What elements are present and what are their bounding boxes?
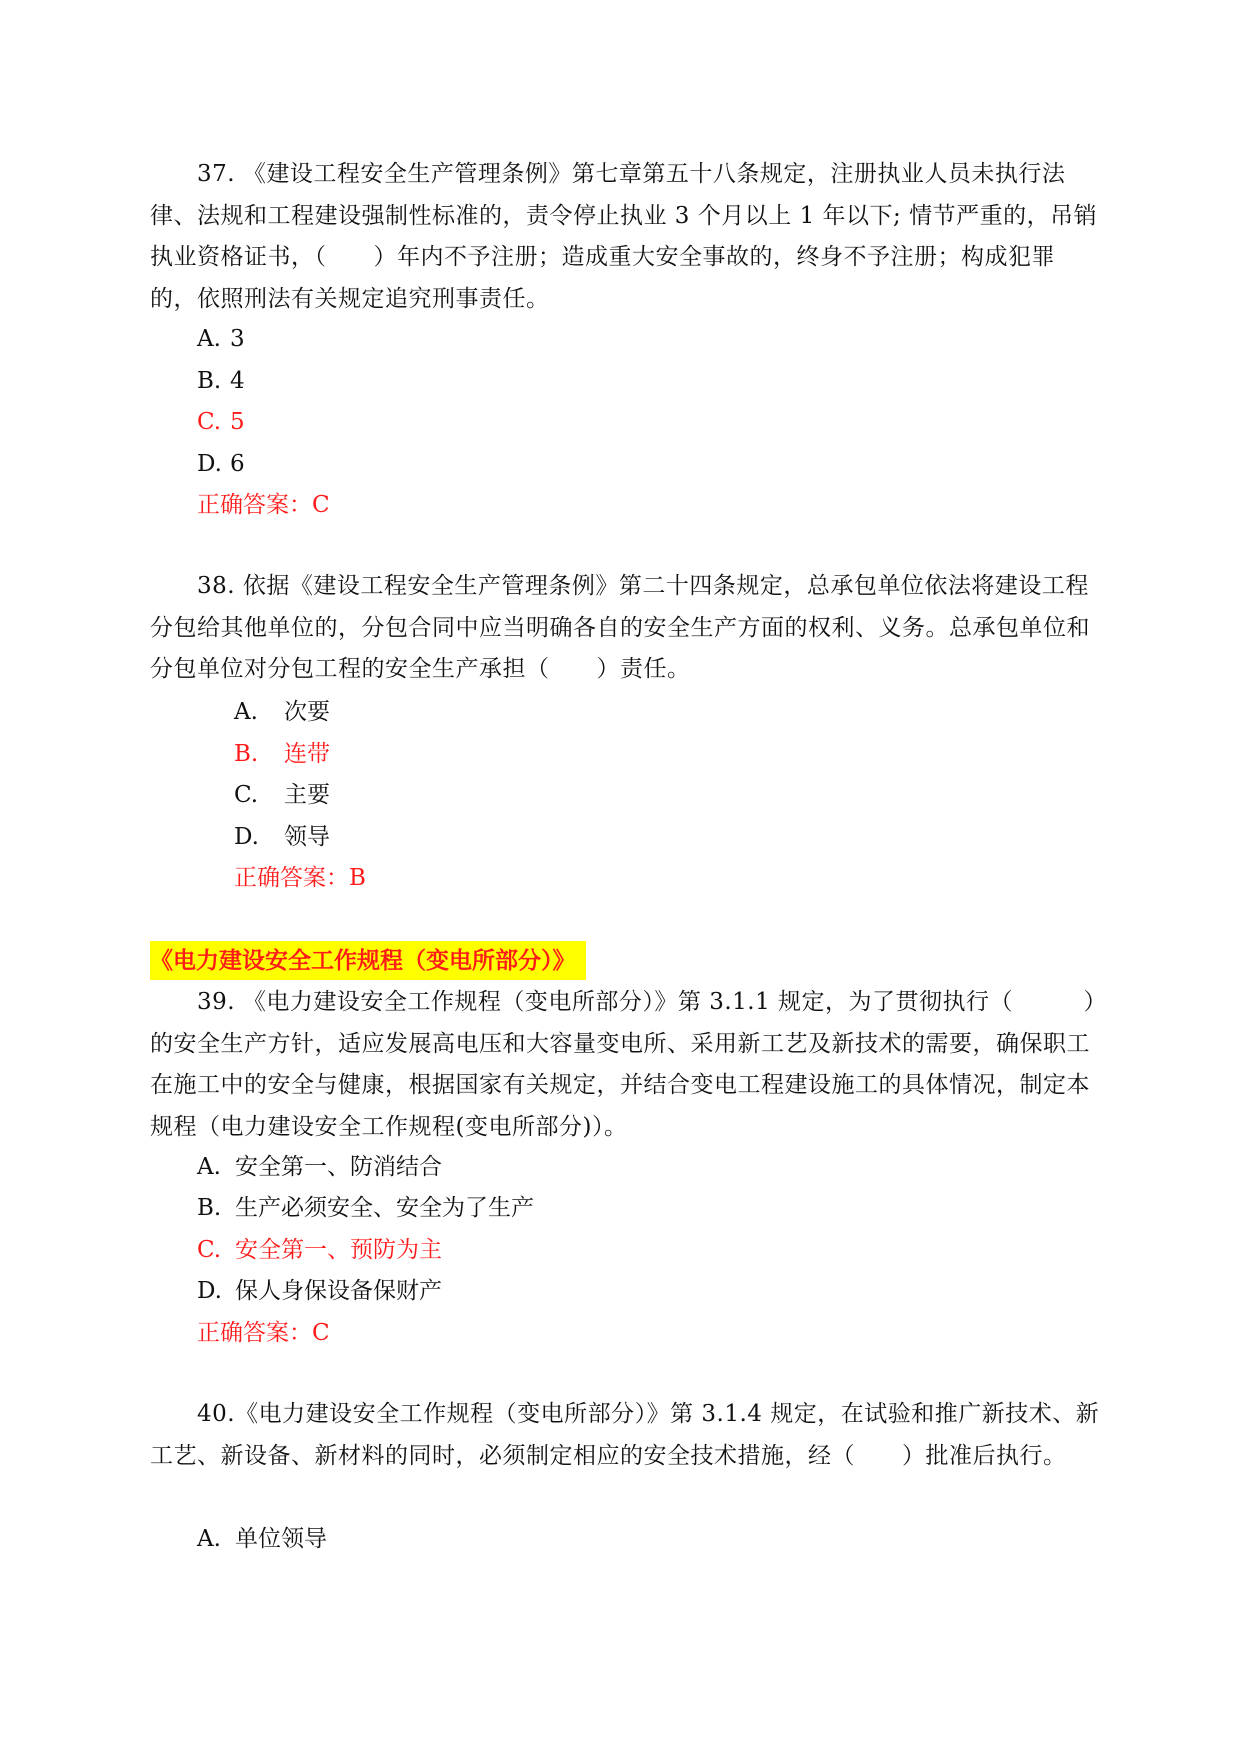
option-letter: D. bbox=[197, 1278, 222, 1304]
option-text: 保人身保设备保财产 bbox=[235, 1278, 442, 1304]
option-text: 安全第一、防消结合 bbox=[235, 1154, 442, 1180]
question-37-option-d bbox=[197, 447, 245, 481]
option-letter: A. bbox=[197, 326, 221, 352]
question-39-answer: 正确答案：C bbox=[197, 1320, 330, 1346]
question-37-answer: 正确答案：C bbox=[197, 492, 330, 518]
question-38-option-b-correct bbox=[234, 737, 330, 771]
option-text: 生产必须安全、安全为了生产 bbox=[235, 1195, 534, 1221]
question-37-option-b bbox=[197, 364, 245, 398]
option-letter: A. bbox=[234, 699, 258, 725]
question-40-text: 40.《电力建设安全工作规程（变电所部分）》第 3.1.4 规定，在试验和推广新技术、新工艺、新设备、新材料的同时，必须制定相应的安全技术措施，经（ ）批准后执行。 bbox=[150, 1401, 1100, 1469]
question-39-option-b bbox=[197, 1191, 534, 1225]
option-letter: C. bbox=[234, 782, 259, 808]
question-39-option-a bbox=[197, 1150, 442, 1184]
question-38-option-a bbox=[234, 695, 330, 729]
option-letter: B. bbox=[197, 368, 222, 394]
option-letter: A. bbox=[197, 1526, 221, 1552]
option-letter: B. bbox=[197, 1195, 222, 1221]
option-text: 4 bbox=[230, 368, 245, 394]
option-text: 3 bbox=[230, 326, 245, 352]
question-38-text: 38. 依据《建设工程安全生产管理条例》第二十四条规定，总承包单位依法将建设工程分包给其他单位的，分包合同中应当明确各自的安全生产方面的权利、义务。总承包单位和分包单位对分包工程的安全生产承担（ ）责任。 bbox=[150, 573, 1090, 682]
option-letter: D. bbox=[234, 824, 259, 850]
option-text: 主要 bbox=[284, 782, 330, 808]
question-37-option-a bbox=[197, 322, 245, 356]
question-39-option-d bbox=[197, 1274, 442, 1308]
option-text: 5 bbox=[230, 409, 245, 435]
option-text: 连带 bbox=[284, 741, 330, 767]
option-letter: C. bbox=[197, 1237, 222, 1263]
option-text: 次要 bbox=[284, 699, 330, 725]
option-text: 安全第一、预防为主 bbox=[235, 1237, 442, 1263]
question-39-option-c-correct bbox=[197, 1233, 442, 1267]
question-39-text: 39. 《电力建设安全工作规程（变电所部分）》第 3.1.1 规定，为了贯彻执行（ ）的安全生产方针，适应发展高电压和大容量变电所、采用新工艺及新技术的需要，确保职工在施工中的安全与健康，根据国家有关规定，并结合变电工程建设施工的具体情况，制定本规程（电力建设安全工作规程(变电所部分)）。 bbox=[150, 989, 1096, 1140]
option-text: 6 bbox=[230, 451, 245, 477]
option-letter: D. bbox=[197, 451, 222, 477]
question-38-option-c bbox=[234, 778, 330, 812]
option-text: 领导 bbox=[284, 824, 330, 850]
question-38-option-d bbox=[234, 820, 330, 854]
question-37-option-c-correct bbox=[197, 405, 245, 439]
question-38-answer: 正确答案：B bbox=[234, 865, 366, 891]
option-letter: B. bbox=[234, 741, 259, 767]
question-37-text: 37. 《建设工程安全生产管理条例》第七章第五十八条规定，注册执业人员未执行法律、法规和工程建设强制性标准的，责令停止执业 3 个月以上 1 年以下; 情节严重的，吊销执业资格证书，（ ）年内不予注册；造成重大安全事故的，终身不予注册；构成犯罪的，依照刑法有关规定追究刑事责任。 bbox=[150, 161, 1098, 312]
option-text: 单位领导 bbox=[235, 1526, 327, 1552]
option-letter: C. bbox=[197, 409, 222, 435]
option-letter: A. bbox=[197, 1154, 221, 1180]
question-40-option-a bbox=[197, 1522, 327, 1556]
section-title: 《电力建设安全工作规程（变电所部分）》 bbox=[150, 941, 586, 980]
